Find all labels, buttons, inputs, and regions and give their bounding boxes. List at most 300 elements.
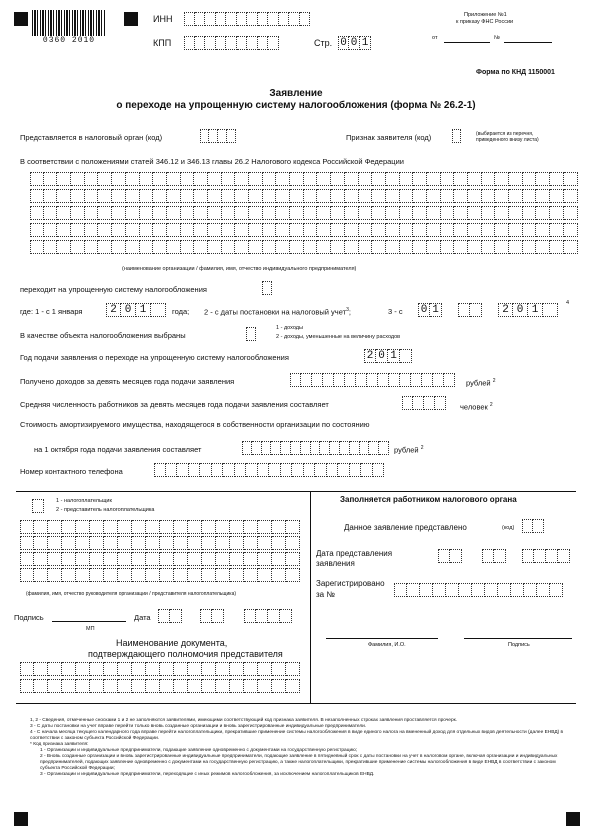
grid-cell[interactable] [230,568,244,582]
grid-cell[interactable] [413,172,427,186]
grid-cell[interactable] [523,223,537,237]
grid-cell[interactable] [482,206,496,220]
grid-cell[interactable] [290,240,304,254]
grid-cell[interactable] [71,223,85,237]
grid-cell[interactable] [34,568,48,582]
grid-cell[interactable] [85,240,99,254]
grid-cell[interactable] [509,223,523,237]
grid-cell[interactable] [359,240,373,254]
input-cell[interactable] [258,12,269,26]
input-cell[interactable] [212,463,224,477]
grid-cell[interactable] [216,679,230,693]
input-cell[interactable] [258,36,269,50]
input-cell[interactable] [356,373,367,387]
grid-cell[interactable] [202,536,216,550]
grid-cell[interactable] [263,240,277,254]
grid-cell[interactable] [222,172,236,186]
grid-cell[interactable] [62,679,76,693]
input-cell[interactable] [389,373,400,387]
grid-cell[interactable] [372,206,386,220]
grid-cell[interactable] [216,552,230,566]
grid-cell[interactable] [140,240,154,254]
input-cell[interactable] [244,609,256,623]
grid-cell[interactable] [454,240,468,254]
grid-cell[interactable] [400,240,414,254]
grid-cell[interactable] [272,662,286,676]
sign-date-year-field[interactable] [244,609,292,623]
grid-cell[interactable] [34,520,48,534]
applicant-sign-field[interactable] [452,129,461,143]
grid-cell[interactable] [160,679,174,693]
grid-cell[interactable] [208,223,222,237]
grid-cell[interactable] [550,189,564,203]
grid-cell[interactable] [345,240,359,254]
grid-cell[interactable] [276,189,290,203]
grid-cell[interactable] [126,240,140,254]
input-cell[interactable] [209,129,218,143]
grid-cell[interactable] [468,189,482,203]
input-cell[interactable] [258,463,270,477]
grid-cell[interactable] [523,206,537,220]
grid-cell[interactable] [230,662,244,676]
grid-cell[interactable] [126,189,140,203]
grid-cell[interactable] [454,223,468,237]
grid-cell[interactable] [202,520,216,534]
grid-cell[interactable] [244,662,258,676]
grid-cell[interactable] [174,662,188,676]
phone-field[interactable] [154,463,384,477]
input-cell[interactable] [402,396,413,410]
grid-cell[interactable] [188,662,202,676]
grid-cell[interactable] [208,206,222,220]
input-cell[interactable] [216,36,227,50]
grid-cell[interactable] [386,189,400,203]
grid-cell[interactable] [132,662,146,676]
grid-cell[interactable] [523,240,537,254]
grid-cell[interactable] [194,206,208,220]
input-cell[interactable] [237,12,248,26]
grid-cell[interactable] [188,552,202,566]
grid-cell[interactable] [345,223,359,237]
grid-cell[interactable] [359,206,373,220]
grid-cell[interactable] [146,568,160,582]
grid-cell[interactable] [160,520,174,534]
input-cell[interactable] [289,12,300,26]
grid-cell[interactable] [181,172,195,186]
grid-cell[interactable] [85,172,99,186]
grid-cell[interactable] [317,172,331,186]
grid-cell[interactable] [62,520,76,534]
grid-cell[interactable] [235,240,249,254]
input-cell[interactable] [246,463,258,477]
grid-cell[interactable] [153,189,167,203]
grid-cell[interactable] [160,662,174,676]
grid-cell[interactable] [286,520,300,534]
input-cell[interactable] [379,441,389,455]
grid-cell[interactable] [249,206,263,220]
grid-cell[interactable] [290,189,304,203]
input-cell[interactable] [301,441,311,455]
kpp-field[interactable] [184,36,279,50]
grid-cell[interactable] [441,223,455,237]
registration-number-field[interactable] [394,583,563,597]
grid-cell[interactable] [202,662,216,676]
input-cell[interactable] [424,396,435,410]
input-cell[interactable] [450,549,462,563]
grid-cell[interactable] [44,223,58,237]
grid-cell[interactable] [112,240,126,254]
input-cell[interactable] [312,373,323,387]
grid-cell[interactable] [57,240,71,254]
grid-cell[interactable] [44,206,58,220]
grid-cell[interactable] [118,536,132,550]
input-cell[interactable] [369,441,379,455]
submission-date-year-field[interactable] [522,549,570,563]
input-cell[interactable] [422,373,433,387]
grid-cell[interactable] [413,206,427,220]
sign-date-day-field[interactable] [158,609,182,623]
grid-cell[interactable] [386,240,400,254]
grid-cell[interactable] [48,520,62,534]
grid-cell[interactable] [249,172,263,186]
input-cell[interactable] [327,463,339,477]
grid-cell[interactable] [20,552,34,566]
grid-cell[interactable] [62,552,76,566]
grid-cell[interactable] [208,172,222,186]
grid-cell[interactable] [249,189,263,203]
grid-cell[interactable] [331,240,345,254]
grid-cell[interactable] [272,568,286,582]
grid-cell[interactable] [244,520,258,534]
input-cell[interactable] [247,12,258,26]
grid-cell[interactable] [272,520,286,534]
grid-cell[interactable] [34,536,48,550]
input-cell[interactable] [458,303,470,317]
grid-cell[interactable] [468,172,482,186]
grid-cell[interactable] [286,662,300,676]
grid-cell[interactable] [427,172,441,186]
input-cell[interactable] [184,36,195,50]
grid-cell[interactable] [90,662,104,676]
grid-cell[interactable] [345,172,359,186]
grid-cell[interactable] [386,172,400,186]
input-cell[interactable] [524,583,537,597]
input-cell[interactable] [378,373,389,387]
grid-cell[interactable] [90,679,104,693]
input-cell[interactable] [537,583,550,597]
option3-day-field[interactable] [418,303,442,317]
grid-cell[interactable] [258,662,272,676]
grid-cell[interactable] [359,189,373,203]
grid-cell[interactable] [98,206,112,220]
grid-cell[interactable] [132,536,146,550]
grid-cell[interactable] [413,189,427,203]
input-cell[interactable] [459,583,472,597]
grid-cell[interactable] [57,206,71,220]
grid-cell[interactable] [216,662,230,676]
grid-cell[interactable] [386,223,400,237]
grid-cell[interactable] [140,172,154,186]
grid-cell[interactable] [258,536,272,550]
grid-cell[interactable] [112,223,126,237]
input-cell[interactable] [200,129,209,143]
grid-cell[interactable] [48,536,62,550]
grid-cell[interactable] [263,206,277,220]
grid-cell[interactable] [536,189,550,203]
authority-doc-grid[interactable] [20,662,300,696]
grid-cell[interactable] [118,679,132,693]
grid-cell[interactable] [76,536,90,550]
grid-cell[interactable] [188,568,202,582]
input-cell[interactable] [290,373,301,387]
grid-cell[interactable] [112,206,126,220]
input-cell[interactable] [301,373,312,387]
input-cell[interactable] [400,373,411,387]
input-cell[interactable] [420,583,433,597]
input-cell[interactable] [166,463,178,477]
grid-cell[interactable] [181,240,195,254]
grid-cell[interactable] [372,172,386,186]
grid-cell[interactable] [126,172,140,186]
grid-cell[interactable] [372,189,386,203]
grid-cell[interactable] [194,240,208,254]
grid-cell[interactable] [216,520,230,534]
tax-authority-code-field[interactable] [200,129,236,143]
grid-cell[interactable] [359,172,373,186]
grid-cell[interactable] [188,536,202,550]
grid-cell[interactable] [263,223,277,237]
input-cell[interactable] [205,12,216,26]
grid-cell[interactable] [454,189,468,203]
grid-cell[interactable] [230,520,244,534]
grid-cell[interactable] [160,568,174,582]
grid-cell[interactable] [90,552,104,566]
grid-cell[interactable] [98,189,112,203]
grid-cell[interactable] [112,172,126,186]
grid-cell[interactable] [202,568,216,582]
input-cell[interactable] [247,36,258,50]
grid-cell[interactable] [62,568,76,582]
input-cell[interactable] [522,549,534,563]
submission-date-day-field[interactable] [438,549,462,563]
input-cell[interactable] [522,519,533,533]
grid-cell[interactable] [427,223,441,237]
grid-cell[interactable] [509,206,523,220]
grid-cell[interactable] [153,240,167,254]
grid-cell[interactable] [20,662,34,676]
input-cell[interactable] [472,583,485,597]
grid-cell[interactable] [331,189,345,203]
input-cell[interactable] [154,463,166,477]
input-cell[interactable] [170,609,182,623]
grid-cell[interactable] [230,679,244,693]
grid-cell[interactable] [34,552,48,566]
input-cell[interactable] [32,499,44,513]
grid-cell[interactable] [202,552,216,566]
grid-cell[interactable] [276,172,290,186]
grid-cell[interactable] [20,520,34,534]
grid-cell[interactable] [62,662,76,676]
grid-cell[interactable] [132,520,146,534]
input-cell[interactable] [300,12,311,26]
input-cell[interactable] [558,549,570,563]
input-cell[interactable] [407,583,420,597]
input-cell[interactable] [216,12,227,26]
input-cell[interactable] [189,463,201,477]
grid-cell[interactable] [286,536,300,550]
grid-cell[interactable] [216,568,230,582]
grid-cell[interactable] [181,206,195,220]
grid-cell[interactable] [174,679,188,693]
grid-cell[interactable] [564,240,578,254]
grid-cell[interactable] [57,223,71,237]
grid-cell[interactable] [48,568,62,582]
grid-cell[interactable] [71,189,85,203]
filing-year-field[interactable] [364,349,412,363]
grid-cell[interactable] [104,552,118,566]
input-cell[interactable] [452,129,461,143]
grid-cell[interactable] [153,172,167,186]
grid-cell[interactable] [286,568,300,582]
grid-cell[interactable] [160,536,174,550]
grid-cell[interactable] [304,172,318,186]
grid-cell[interactable] [167,189,181,203]
input-cell[interactable] [262,441,272,455]
input-cell[interactable]: 1 [528,303,543,317]
grid-cell[interactable] [118,552,132,566]
input-cell[interactable]: 1 [360,36,371,50]
input-cell[interactable] [350,463,362,477]
grid-cell[interactable] [304,206,318,220]
assets-field[interactable] [242,441,389,455]
grid-cell[interactable] [126,206,140,220]
grid-cell[interactable] [188,520,202,534]
input-cell[interactable]: 2 [364,349,376,363]
input-cell[interactable] [227,129,236,143]
grid-cell[interactable] [30,172,44,186]
input-cell[interactable] [212,609,224,623]
grid-cell[interactable] [181,223,195,237]
input-cell[interactable]: 0 [418,303,430,317]
grid-cell[interactable] [258,552,272,566]
input-cell[interactable] [205,36,216,50]
input-cell[interactable] [226,12,237,26]
input-cell[interactable] [269,463,281,477]
grid-cell[interactable] [208,240,222,254]
grid-cell[interactable] [222,240,236,254]
grid-cell[interactable] [140,206,154,220]
grid-cell[interactable] [427,206,441,220]
grid-cell[interactable] [174,552,188,566]
input-cell[interactable] [330,441,340,455]
grid-cell[interactable] [85,206,99,220]
grid-cell[interactable] [372,240,386,254]
grid-cell[interactable] [263,172,277,186]
input-cell[interactable] [360,441,370,455]
grid-cell[interactable] [90,520,104,534]
grid-cell[interactable] [331,223,345,237]
grid-cell[interactable] [536,172,550,186]
grid-cell[interactable] [146,679,160,693]
grid-cell[interactable] [290,172,304,186]
grid-cell[interactable] [258,520,272,534]
submission-date-month-field[interactable] [482,549,506,563]
input-cell[interactable]: 0 [338,36,349,50]
input-cell[interactable] [158,609,170,623]
option3-year-field[interactable] [498,303,558,317]
grid-cell[interactable] [258,679,272,693]
grid-cell[interactable] [286,679,300,693]
input-cell[interactable] [340,441,350,455]
grid-cell[interactable] [317,206,331,220]
tax-object-field[interactable] [246,327,256,341]
input-cell[interactable]: 0 [121,303,136,317]
grid-cell[interactable] [272,679,286,693]
grid-cell[interactable] [550,223,564,237]
grid-cell[interactable] [441,240,455,254]
grid-cell[interactable] [509,189,523,203]
input-cell[interactable] [218,129,227,143]
grid-cell[interactable] [222,223,236,237]
input-cell[interactable] [226,36,237,50]
grid-cell[interactable] [132,552,146,566]
grid-cell[interactable] [44,172,58,186]
grid-cell[interactable] [44,240,58,254]
input-cell[interactable] [411,373,422,387]
grid-cell[interactable] [564,206,578,220]
input-cell[interactable] [413,396,424,410]
input-cell[interactable] [280,609,292,623]
input-cell[interactable] [546,549,558,563]
input-cell[interactable] [511,583,524,597]
grid-cell[interactable] [454,206,468,220]
grid-cell[interactable] [564,172,578,186]
input-cell[interactable] [279,12,290,26]
input-cell[interactable] [400,349,412,363]
grid-cell[interactable] [249,240,263,254]
grid-cell[interactable] [48,552,62,566]
grid-cell[interactable] [20,568,34,582]
grid-cell[interactable] [202,679,216,693]
grid-cell[interactable] [34,679,48,693]
grid-cell[interactable] [276,240,290,254]
grid-cell[interactable] [272,536,286,550]
input-cell[interactable] [262,281,272,295]
grid-cell[interactable] [272,552,286,566]
grid-cell[interactable] [495,172,509,186]
grid-cell[interactable] [222,189,236,203]
input-cell[interactable] [252,441,262,455]
grid-cell[interactable] [140,189,154,203]
input-cell[interactable] [350,441,360,455]
grid-cell[interactable] [30,206,44,220]
signer-name-grid[interactable] [20,520,300,584]
input-cell[interactable] [345,373,356,387]
grid-cell[interactable] [509,240,523,254]
input-cell[interactable] [485,583,498,597]
grid-cell[interactable] [146,520,160,534]
grid-cell[interactable] [174,520,188,534]
grid-cell[interactable] [400,172,414,186]
input-cell[interactable] [195,36,206,50]
grid-cell[interactable] [468,240,482,254]
input-cell[interactable] [177,463,189,477]
grid-cell[interactable] [317,240,331,254]
grid-cell[interactable] [57,172,71,186]
grid-cell[interactable] [104,536,118,550]
grid-cell[interactable] [249,223,263,237]
input-cell[interactable] [444,373,455,387]
